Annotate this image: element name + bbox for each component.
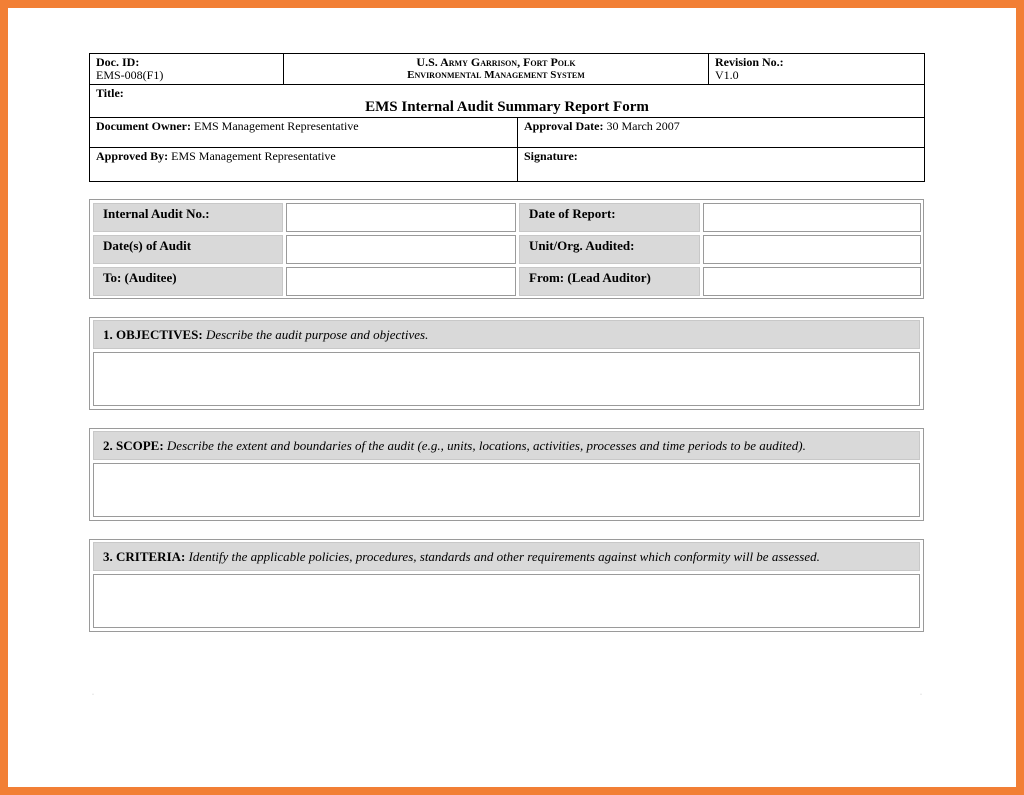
criteria-description: Identify the applicable policies, procedures, standards and other requirements against which conformity will be assessed. [188, 549, 820, 564]
scope-input-area[interactable] [93, 463, 920, 517]
criteria-input-area[interactable] [93, 574, 920, 628]
approved-by-cell [90, 148, 518, 182]
criteria-header [93, 542, 920, 571]
revision-cell [709, 54, 925, 85]
scope-description: Describe the extent and boundaries of the audit (e.g., units, locations, activities, processes and time periods to be audited). [166, 438, 806, 453]
dates-of-audit-label: Date(s) of Audit [93, 235, 283, 264]
unit-audited-field[interactable] [703, 235, 921, 264]
title-label: Title: [96, 86, 124, 100]
signature-cell[interactable] [518, 148, 925, 182]
owner-label: Document Owner: [96, 119, 191, 133]
date-of-report-field[interactable] [703, 203, 921, 232]
owner-cell [90, 118, 518, 148]
objectives-header [93, 320, 920, 349]
from-lead-auditor-field[interactable] [703, 267, 921, 296]
doc-id-value: EMS-008(F1) [96, 68, 164, 82]
objectives-section [89, 317, 924, 410]
org-name: U.S. Army Garrison, Fort Polk [416, 55, 576, 69]
signature-label: Signature: [524, 149, 578, 163]
revision-label: Revision No.: [715, 55, 784, 69]
approved-by-value: EMS Management Representative [171, 149, 336, 163]
audit-no-field[interactable] [286, 203, 516, 232]
scope-section [89, 428, 924, 521]
page-mark-left: · [92, 692, 94, 698]
approved-by-label: Approved By: [96, 149, 169, 163]
approval-date-label: Approval Date: [524, 119, 604, 133]
form-title: EMS Internal Audit Summary Report Form [365, 99, 649, 115]
audit-no-label: Internal Audit No.: [93, 203, 283, 232]
objectives-number: 1. OBJECTIVES: [103, 327, 203, 342]
unit-audited-label: Unit/Org. Audited: [519, 235, 700, 264]
objectives-description: Describe the audit purpose and objectives. [205, 327, 429, 342]
header-table [89, 53, 925, 182]
criteria-section [89, 539, 924, 632]
audit-info-grid [89, 199, 924, 299]
to-auditee-field[interactable] [286, 267, 516, 296]
approval-date-value: 30 March 2007 [606, 119, 680, 133]
page-mark-right: · [920, 692, 922, 698]
organization-cell [284, 54, 709, 85]
to-auditee-label: To: (Auditee) [93, 267, 283, 296]
objectives-input-area[interactable] [93, 352, 920, 406]
title-cell [90, 85, 925, 118]
approval-date-cell [518, 118, 925, 148]
document-page [8, 8, 1016, 787]
doc-id-label: Doc. ID: [96, 55, 140, 69]
owner-value: EMS Management Representative [193, 119, 359, 133]
criteria-number: 3. CRITERIA: [103, 549, 186, 564]
from-lead-auditor-label: From: (Lead Auditor) [519, 267, 700, 296]
scope-number: 2. SCOPE: [103, 438, 164, 453]
org-system: Environmental Management System [407, 69, 585, 81]
date-of-report-label: Date of Report: [519, 203, 700, 232]
revision-value: V1.0 [715, 68, 739, 82]
scope-header [93, 431, 920, 460]
dates-of-audit-field[interactable] [286, 235, 516, 264]
doc-id-cell [90, 54, 284, 85]
